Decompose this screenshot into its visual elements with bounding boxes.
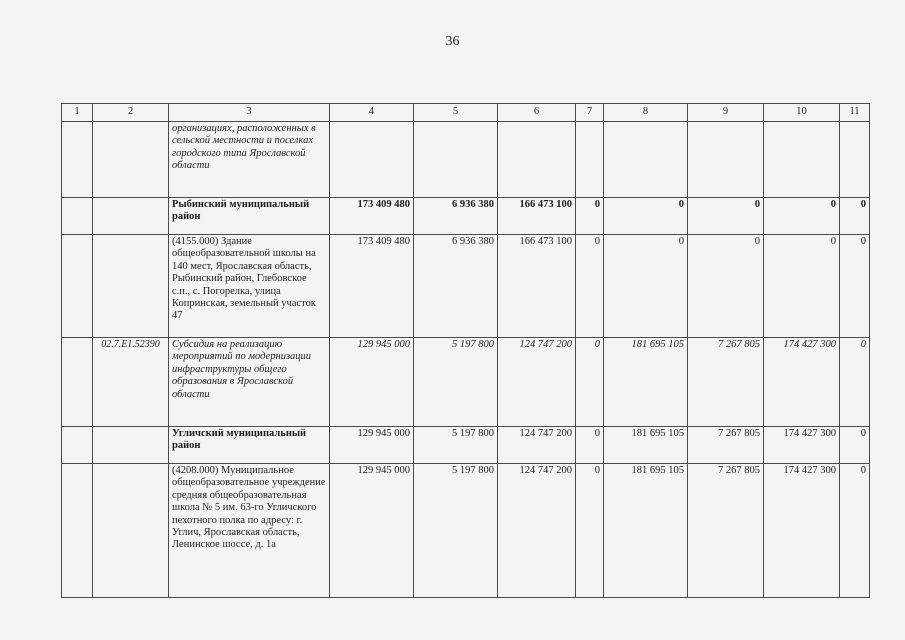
row-description: (4155.000) Здание общеобразовательной школы на 140 мест, Ярославская область, Рыбинский район, Глебовское с.п., с. Погорелка, улица Копринская, земельный участок 47 bbox=[169, 235, 330, 338]
table-row bbox=[62, 427, 870, 464]
table-row bbox=[62, 235, 870, 338]
row-value: 174 427 300 bbox=[764, 464, 840, 598]
row-value bbox=[414, 122, 498, 198]
row-value: 6 936 380 bbox=[414, 198, 498, 235]
row-code: 02.7.E1.52390 bbox=[93, 338, 169, 427]
row-value: 5 197 800 bbox=[414, 427, 498, 464]
row-value: 6 936 380 bbox=[414, 235, 498, 338]
row-value bbox=[840, 122, 870, 198]
row-value bbox=[764, 122, 840, 198]
row-code bbox=[93, 464, 169, 598]
column-header: 6 bbox=[498, 104, 576, 122]
row-value: 181 695 105 bbox=[604, 427, 688, 464]
row-value: 0 bbox=[604, 198, 688, 235]
row-value: 0 bbox=[604, 235, 688, 338]
row-description: (4208.000) Муниципальное общеобразовательное учреждение средняя общеобразовательная школа № 5 им. 63-го Угличского пехотного полка по адресу: г. Углич, Ярославская область, Ленинское шоссе, д. 1а bbox=[169, 464, 330, 598]
row-value: 129 945 000 bbox=[330, 427, 414, 464]
row-value: 0 bbox=[840, 427, 870, 464]
table-row bbox=[62, 464, 870, 598]
column-header: 1 bbox=[62, 104, 93, 122]
table-cell bbox=[62, 427, 93, 464]
row-code bbox=[93, 427, 169, 464]
table-row bbox=[62, 198, 870, 235]
table-cell bbox=[62, 464, 93, 598]
row-value: 173 409 480 bbox=[330, 198, 414, 235]
column-header: 11 bbox=[840, 104, 870, 122]
row-value: 166 473 100 bbox=[498, 235, 576, 338]
row-description: Субсидия на реализацию мероприятий по модернизации инфраструктуры общего образования в Ярославской области bbox=[169, 338, 330, 427]
row-value: 0 bbox=[576, 235, 604, 338]
row-code bbox=[93, 235, 169, 338]
row-value: 0 bbox=[576, 427, 604, 464]
table-cell bbox=[62, 198, 93, 235]
row-value: 0 bbox=[576, 464, 604, 598]
table-cell bbox=[62, 122, 93, 198]
row-value: 0 bbox=[840, 338, 870, 427]
table-cell bbox=[62, 235, 93, 338]
row-value: 0 bbox=[576, 338, 604, 427]
row-value: 5 197 800 bbox=[414, 464, 498, 598]
row-value: 181 695 105 bbox=[604, 338, 688, 427]
row-value: 7 267 805 bbox=[688, 464, 764, 598]
row-value: 129 945 000 bbox=[330, 464, 414, 598]
row-code bbox=[93, 198, 169, 235]
row-value: 5 197 800 bbox=[414, 338, 498, 427]
table-header-row bbox=[62, 104, 870, 122]
row-value: 0 bbox=[688, 198, 764, 235]
column-header: 8 bbox=[604, 104, 688, 122]
table-cell bbox=[62, 338, 93, 427]
row-value: 124 747 200 bbox=[498, 464, 576, 598]
column-header: 3 bbox=[169, 104, 330, 122]
row-value: 0 bbox=[764, 235, 840, 338]
table-row bbox=[62, 338, 870, 427]
row-value: 129 945 000 bbox=[330, 338, 414, 427]
budget-table bbox=[61, 103, 870, 598]
page-number: 36 bbox=[445, 34, 460, 49]
column-header: 5 bbox=[414, 104, 498, 122]
row-value: 0 bbox=[840, 198, 870, 235]
row-value: 174 427 300 bbox=[764, 338, 840, 427]
row-value: 7 267 805 bbox=[688, 338, 764, 427]
row-value bbox=[576, 122, 604, 198]
row-value: 0 bbox=[840, 235, 870, 338]
row-value: 0 bbox=[840, 464, 870, 598]
row-value: 0 bbox=[688, 235, 764, 338]
column-header: 4 bbox=[330, 104, 414, 122]
row-code bbox=[93, 122, 169, 198]
table-row bbox=[62, 122, 870, 198]
row-description: Угличский муниципальный район bbox=[169, 427, 330, 464]
row-value bbox=[604, 122, 688, 198]
column-header: 9 bbox=[688, 104, 764, 122]
row-value: 181 695 105 bbox=[604, 464, 688, 598]
row-value: 0 bbox=[764, 198, 840, 235]
column-header: 10 bbox=[764, 104, 840, 122]
row-description: организациях, расположенных в сельской местности и поселках городского типа Ярославской области bbox=[169, 122, 330, 198]
column-header: 7 bbox=[576, 104, 604, 122]
row-value bbox=[688, 122, 764, 198]
row-value: 174 427 300 bbox=[764, 427, 840, 464]
row-description: Рыбинский муниципальный район bbox=[169, 198, 330, 235]
row-value: 0 bbox=[576, 198, 604, 235]
row-value: 124 747 200 bbox=[498, 338, 576, 427]
row-value bbox=[498, 122, 576, 198]
column-header: 2 bbox=[93, 104, 169, 122]
row-value: 166 473 100 bbox=[498, 198, 576, 235]
row-value: 173 409 480 bbox=[330, 235, 414, 338]
row-value: 124 747 200 bbox=[498, 427, 576, 464]
row-value: 7 267 805 bbox=[688, 427, 764, 464]
row-value bbox=[330, 122, 414, 198]
